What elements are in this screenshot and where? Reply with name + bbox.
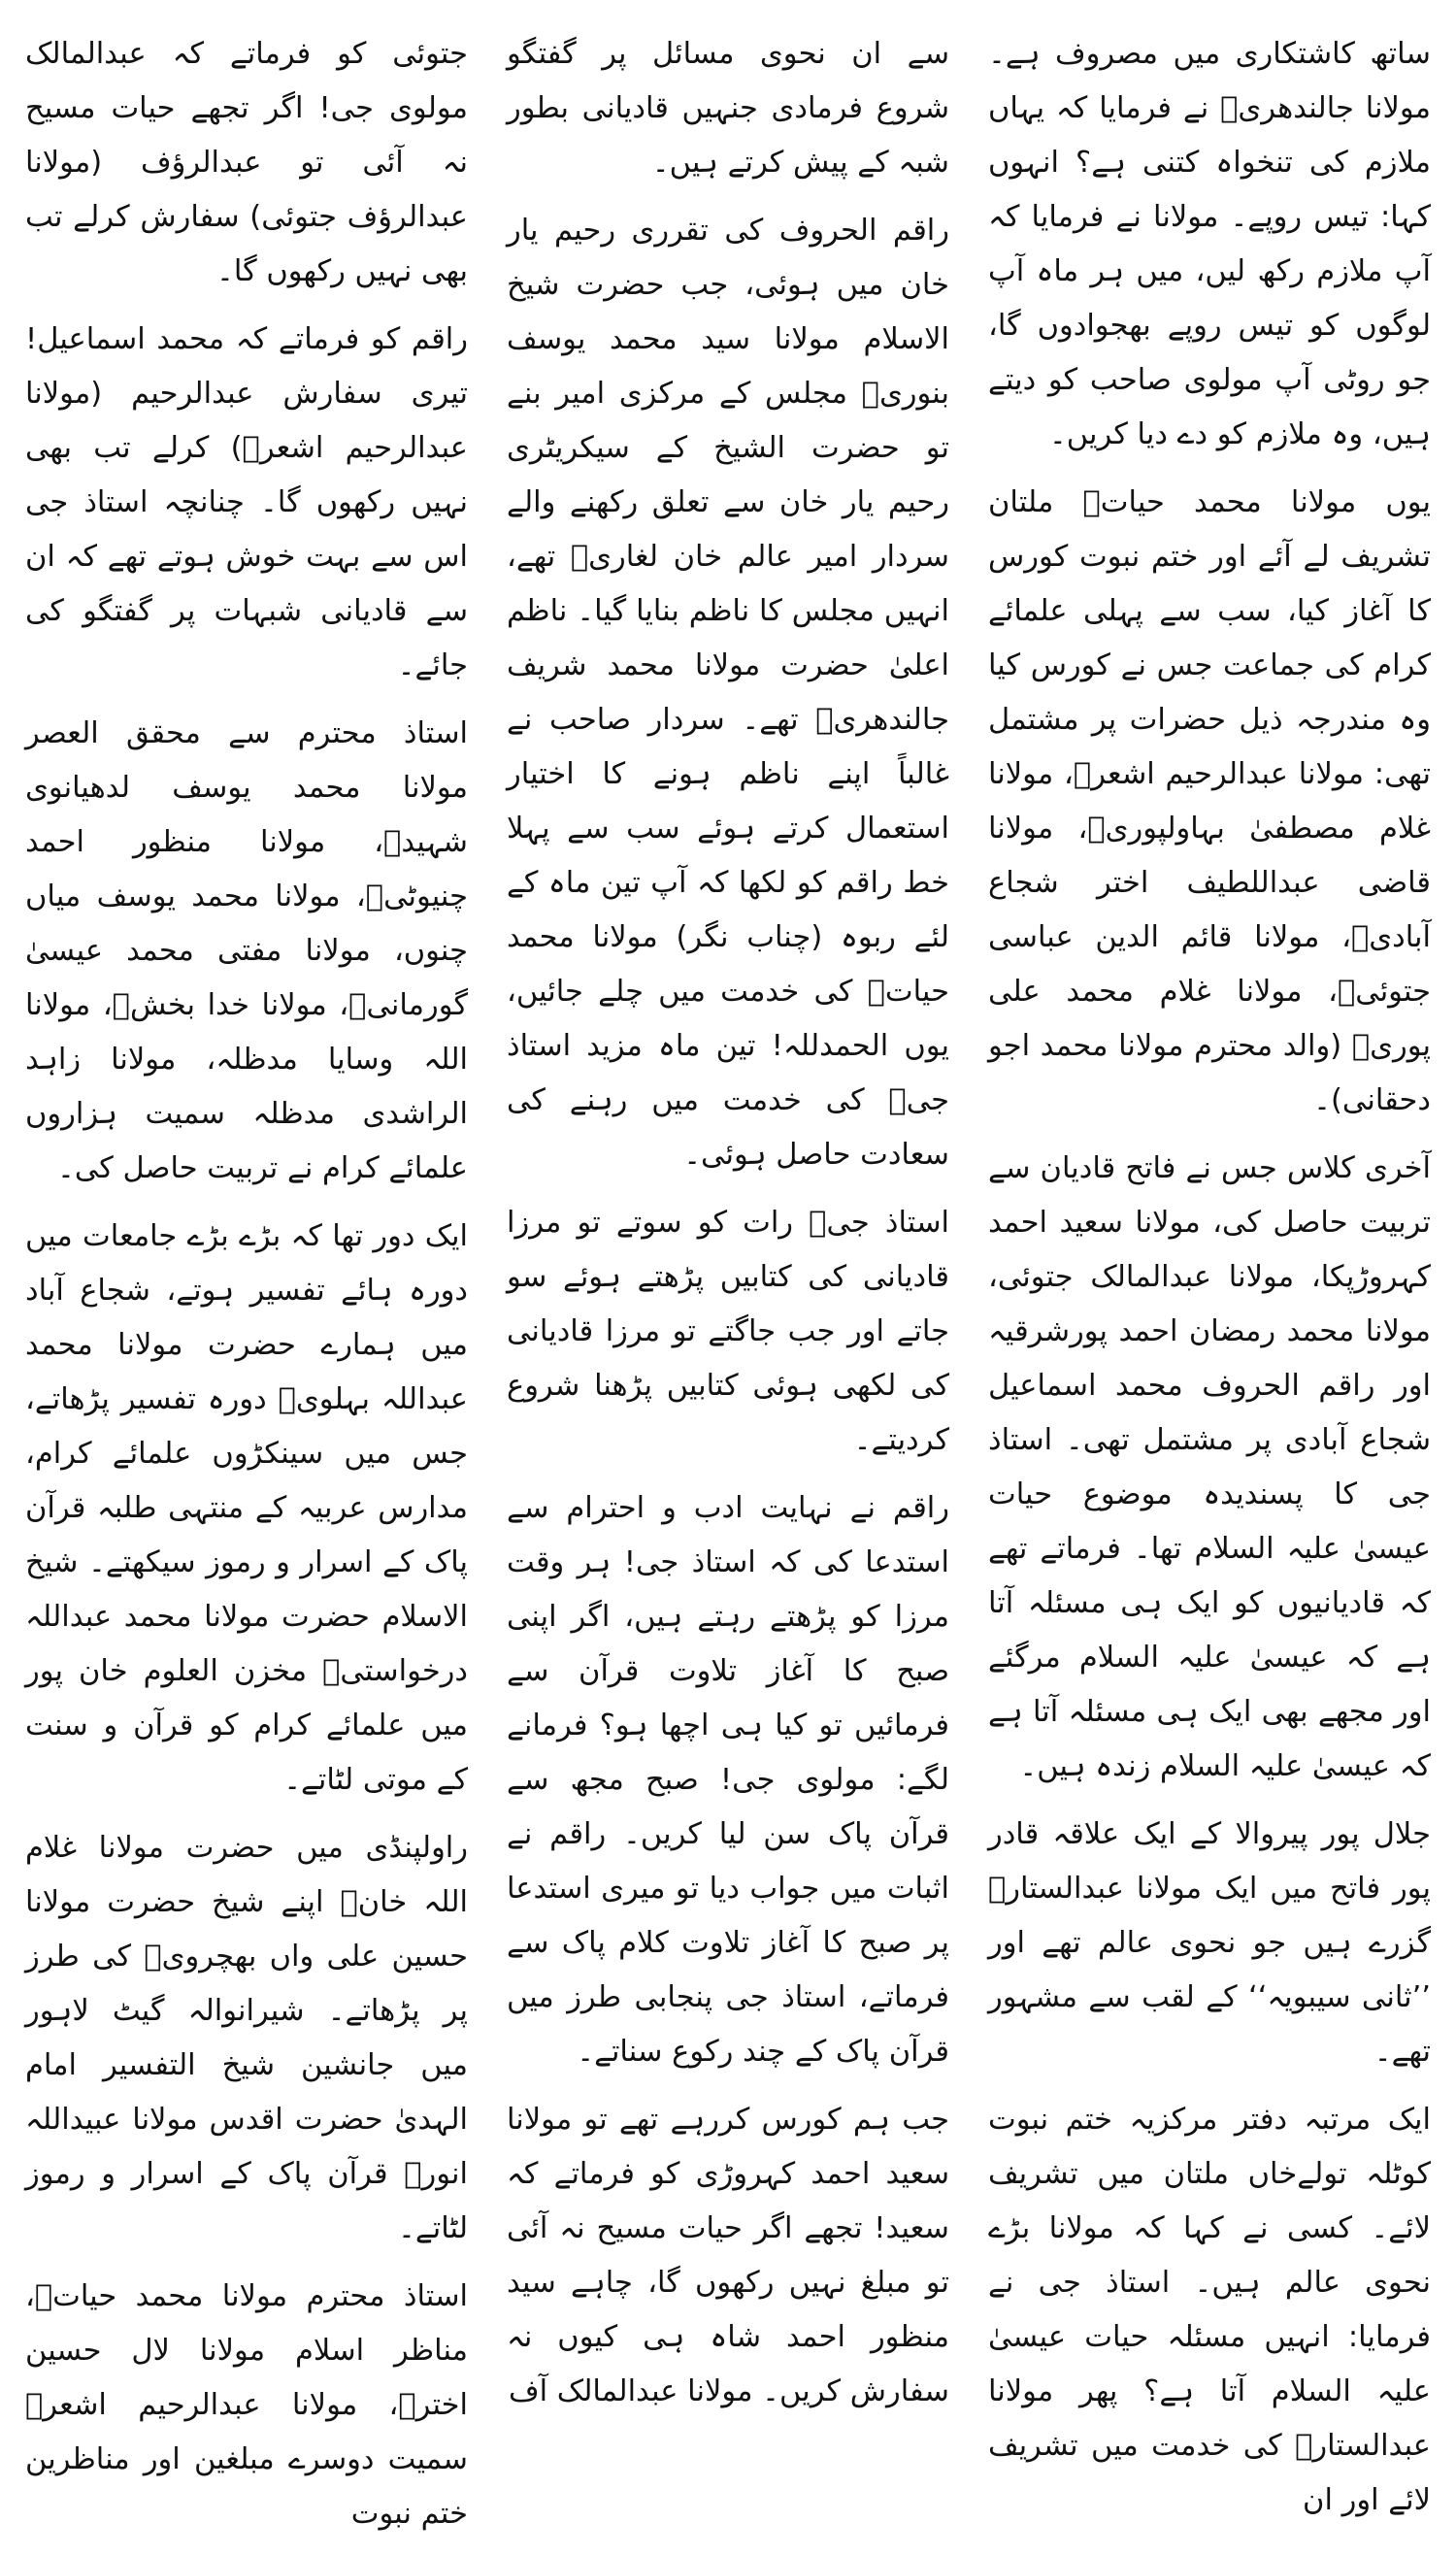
paragraph: ساتھ کاشتکاری میں مصروف ہے۔ مولانا جالندھریؒ نے فرمایا کہ یہاں ملازم کی تنخواہ کتنی ہے؟ انہوں کہا: تیس روپے۔ مولانا نے فرمایا کہ آپ ملازم رکھ لیں، میں ہر ماہ آپ لوگوں کو تیس روپے بھجوادوں گا، جو روٹی آپ مولوی صاحب کو دیتے ہیں، وہ ملازم کو دے دیا کریں۔	[988, 37, 1431, 451]
paragraph: ایک دور تھا کہ بڑے بڑے جامعات میں دورہ ہائے تفسیر ہوتے، شجاع آباد میں ہمارے حضرت مولانا محمد عبداللہ بہلویؒ دورہ تفسیر پڑھاتے، جس میں سینکڑوں علمائے کرام، مدارس عربیہ کے منتہی طلبہ قرآن پاک کے اسرار و رموز سیکھتے۔ شیخ الاسلام حضرت مولانا محمد عبداللہ درخواستیؒ مخزن العلوم خان پور میں علمائے کرام کو قرآن و سنت کے موتی لٹاتے۔	[25, 1219, 468, 1797]
paragraph: راقم نے نہایت ادب و احترام سے استدعا کی کہ استاذ جی! ہر وقت مرزا کو پڑھتے رہتے ہیں، اگر اپنی صبح کا آغاز تلاوت قرآن سے فرمائیں تو کیا ہی اچھا ہو؟ فرمانے لگے: مولوی جی! صبح مجھ سے قرآن پاک سن لیا کریں۔ راقم نے اثبات میں جواب دیا تو میری استدعا پر صبح کا آغاز تلاوت کلام پاک سے فرماتے، استاذ جی پنجابی طرز میں قرآن پاک کے چند رکوع سناتے۔	[507, 1491, 949, 2069]
paragraph: آخری کلاس جس نے فاتح قادیان سے تربیت حاصل کی، مولانا سعید احمد کہروڑپکا، مولانا عبدالمالک جتوئی، مولانا محمد رمضان احمد پورشرقیہ اور راقم الحروف محمد اسماعیل شجاع آبادی پر مشتمل تھی۔ استاذ جی کا پسندیدہ موضوع حیات عیسیٰ علیہ السلام تھا۔ فرماتے تھے کہ قادیانیوں کو ایک ہی مسئلہ آتا ہے کہ عیسیٰ علیہ السلام مرگئے اور مجھے بھی ایک ہی مسئلہ آتا ہے کہ عیسیٰ علیہ السلام زندہ ہیں۔	[988, 1151, 1431, 1783]
paragraph: جب ہم کورس کررہے تھے تو مولانا سعید احمد کہروڑی کو فرماتے کہ سعید! تجھے اگر حیات مسیح نہ آئی تو مبلغ نہیں رکھوں گا، چاہے سید منظور احمد شاہ ہی کیوں نہ سفارش کریں۔ مولانا عبدالمالک آف	[507, 2103, 949, 2408]
paragraph: سے ان نحوی مسائل پر گفتگو شروع فرمادی جنہیں قادیانی بطور شبہ کے پیش کرتے ہیں۔	[507, 37, 949, 180]
column-middle	[507, 27, 949, 2555]
paragraph: راقم الحروف کی تقرری رحیم یار خان میں ہوئی، جب حضرت شیخ الاسلام مولانا سید محمد یوسف بنوریؒ مجلس کے مرکزی امیر بنے تو حضرت الشیخ کے سیکریٹری رحیم یار خان سے تعلق رکھنے والے سردار امیر عالم خان لغاریؒ تھے، انہیں مجلس کا ناظم بنایا گیا۔ ناظم اعلیٰ حضرت مولانا محمد شریف جالندھریؒ تھے۔ سردار صاحب نے غالباً اپنے ناظم ہونے کا اختیار استعمال کرتے ہوئے سب سے پہلا خط راقم کو لکھا کہ آپ تین ماہ کے لئے ربوہ (چناب نگر) مولانا محمد حیاتؒ کی خدمت میں چلے جائیں، یوں الحمدللہ! تین ماہ مزید استاذ جیؒ کی خدمت میں رہنے کی سعادت حاصل ہوئی۔	[507, 214, 949, 1172]
paragraph: جلال پور پیروالا کے ایک علاقہ قادر پور فاتح میں ایک مولانا عبدالستارؒ گزرے ہیں جو نحوی عالم تھے اور ’’ثانی سیبویہ‘‘ کے لقب سے مشہور تھے۔	[988, 1817, 1431, 2069]
paragraph: راقم کو فرماتے کہ محمد اسماعیل! تیری سفارش عبدالرحیم (مولانا عبدالرحیم اشعرؒ) کرلے تب بھی نہیں رکھوں گا۔ چنانچہ استاذ جی اس سے بہت خوش ہوتے تھے کہ ان سے قادیانی شبہات پر گفتگو کی جائے۔	[25, 322, 468, 682]
paragraph: استاذ محترم سے محقق العصر مولانا محمد یوسف لدھیانوی شہیدؒ، مولانا منظور احمد چنیوٹیؒ، مولانا محمد یوسف میاں چنوں، مولانا مفتی محمد عیسیٰ گورمانیؒ، مولانا خدا بخشؒ، مولانا اللہ وسایا مدظلہ، مولانا زاہد الراشدی مدظلہ سمیت ہزاروں علمائے کرام نے تربیت حاصل کی۔	[25, 716, 468, 1185]
paragraph: استاذ جیؒ رات کو سوتے تو مرزا قادیانی کی کتابیں پڑھتے ہوئے سو جاتے اور جب جاگتے تو مرزا قادیانی کی لکھی ہوئی کتابیں پڑھنا شروع کردیتے۔	[507, 1206, 949, 1457]
paragraph: استاذ محترم مولانا محمد حیاتؒ، مناظر اسلام مولانا لال حسین اخترؒ، مولانا عبدالرحیم اشعرؒ سمیت دوسرے مبلغین اور مناظرین ختم نبوت	[25, 2279, 468, 2531]
paragraph: جتوئی کو فرماتے کہ عبدالمالک مولوی جی! اگر تجھے حیات مسیح نہ آئی تو عبدالرؤف (مولانا عبدالرؤف جتوئی) سفارش کرلے تب بھی نہیں رکھوں گا۔	[25, 37, 468, 288]
paragraph: راولپنڈی میں حضرت مولانا غلام اللہ خانؒ اپنے شیخ حضرت مولانا حسین علی واں بھچرویؒ کی طرز پر پڑھاتے۔ شیرانوالہ گیٹ لاہور میں جانشین شیخ التفسیر امام الہدیٰ حضرت اقدس مولانا عبیداللہ انورؒ قرآن پاک کے اسرار و رموز لٹاتے۔	[25, 1831, 468, 2245]
paragraph: ایک مرتبہ دفتر مرکزیہ ختم نبوت کوٹلہ تولےخاں ملتان میں تشریف لائے۔ کسی نے کہا کہ مولانا بڑے نحوی عالم ہیں۔ استاذ جی نے فرمایا: انہیں مسئلہ حیات عیسیٰ علیہ السلام آتا ہے؟ پھر مولانا عبدالستارؒ کی خدمت میں تشریف لائے اور ان	[988, 2103, 1431, 2517]
column-right	[988, 27, 1431, 2555]
column-left	[25, 27, 468, 2555]
paragraph: یوں مولانا محمد حیاتؒ ملتان تشریف لے آئے اور ختم نبوت کورس کا آغاز کیا، سب سے پہلی علمائے کرام کی جماعت جس نے کورس کیا وہ مندرجہ ذیل حضرات پر مشتمل تھی: مولانا عبدالرحیم اشعرؒ، مولانا غلام مصطفیٰ بہاولپوریؒ، مولانا قاضی عبداللطیف اختر شجاع آبادیؒ، مولانا قائم الدین عباسی جتوئیؒ، مولانا غلام محمد علی پوریؒ (والد محترم مولانا محمد اجو دحقانی)۔	[988, 485, 1431, 1117]
